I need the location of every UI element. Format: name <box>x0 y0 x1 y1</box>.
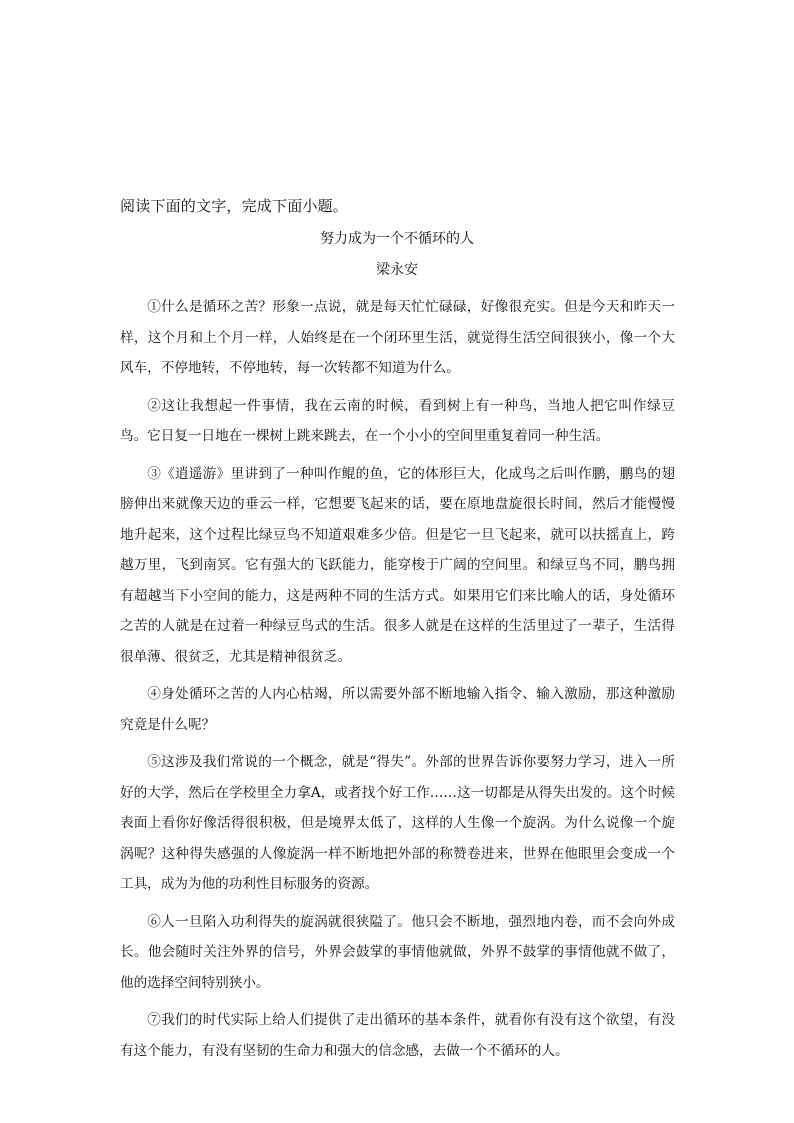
question-instruction: 阅读下面的文字，完成下面小题。 <box>120 197 349 215</box>
paragraph-2: ②这让我想起一件事情，我在云南的时候，看到树上有一种鸟，当地人把它叫作绿豆鸟。它日复一日地在一棵树上跳来跳去，在一个小小的空间里重复着同一种生活。 <box>120 397 675 444</box>
article-body <box>120 292 675 1073</box>
paragraph-5: ⑤这涉及我们常说的一个概念，就是“得失”。外部的世界告诉你要努力学习，进入一所好的大学，然后在学校里全力拿A，或者找个好工作……这一切都是从得失出发的。这个时候表面上看你好像活得很积极，但是境界太低了，这样的人生像一个旋涡。为什么说像一个旋涡呢？这种得失感强的人像旋涡一样不断地把外部的称赞卷进来，世界在他眼里会变成一个工具，成为为他的功利性目标服务的资源。 <box>120 754 675 892</box>
paragraph-4: ④身处循环之苦的人内心枯竭，所以需要外部不断地输入指令、输入激励，那这种激励究竟是什么呢？ <box>120 686 675 733</box>
paragraph-1: ①什么是循环之苦？形象一点说，就是每天忙忙碌碌，好像很充实。但是今天和昨天一样，这个月和上个月一样，人始终是在一个闭环里生活，就觉得生活空间很狭小，像一个大风车，不停地转，不停地转，每一次转都不知道为什么。 <box>120 299 675 376</box>
paragraph-6: ⑥人一旦陷入功利得失的旋涡就很狭隘了。他只会不断地，强烈地内卷，而不会向外成长。他会随时关注外界的信号，外界会鼓掌的事情他就做，外界不鼓掌的事情他就不做了，他的选择空间特别狭小。 <box>120 913 675 991</box>
paragraph-7: ⑦我们的时代实际上给人们提供了走出循环的基本条件，就看你有没有这个欲望，有没有这个能力，有没有坚韧的生命力和强大的信念感，去做一个不循环的人。 <box>120 1012 675 1059</box>
paragraph-3: ③《逍遥游》里讲到了一种叫作鲲的鱼，它的体形巨大，化成鸟之后叫作鹏，鹏鸟的翅膀伸出来就像天边的垂云一样，它想要飞起来的话，要在原地盘旋很长时间，然后才能慢慢地升起来，这个过程比绿豆鸟不知道艰难多少倍。但是它一旦飞起来，就可以扶摇直上，跨越万里，飞到南冥。它有强大的飞跃能力，能穿梭于广阔的空间里。和绿豆鸟不同，鹏鸟拥有超越当下小空间的能力，这是两种不同的生活方式。如果用它们来比喻人的话，身处循环之苦的人就是在过着一种绿豆鸟式的生活。很多人就是在这样的生活里过了一辈子，生活得很单薄、很贫乏，尤其是精神很贫乏。 <box>120 465 675 665</box>
article-title: 努力成为一个不循环的人 <box>320 231 474 247</box>
article-author: 梁永安 <box>376 262 418 278</box>
